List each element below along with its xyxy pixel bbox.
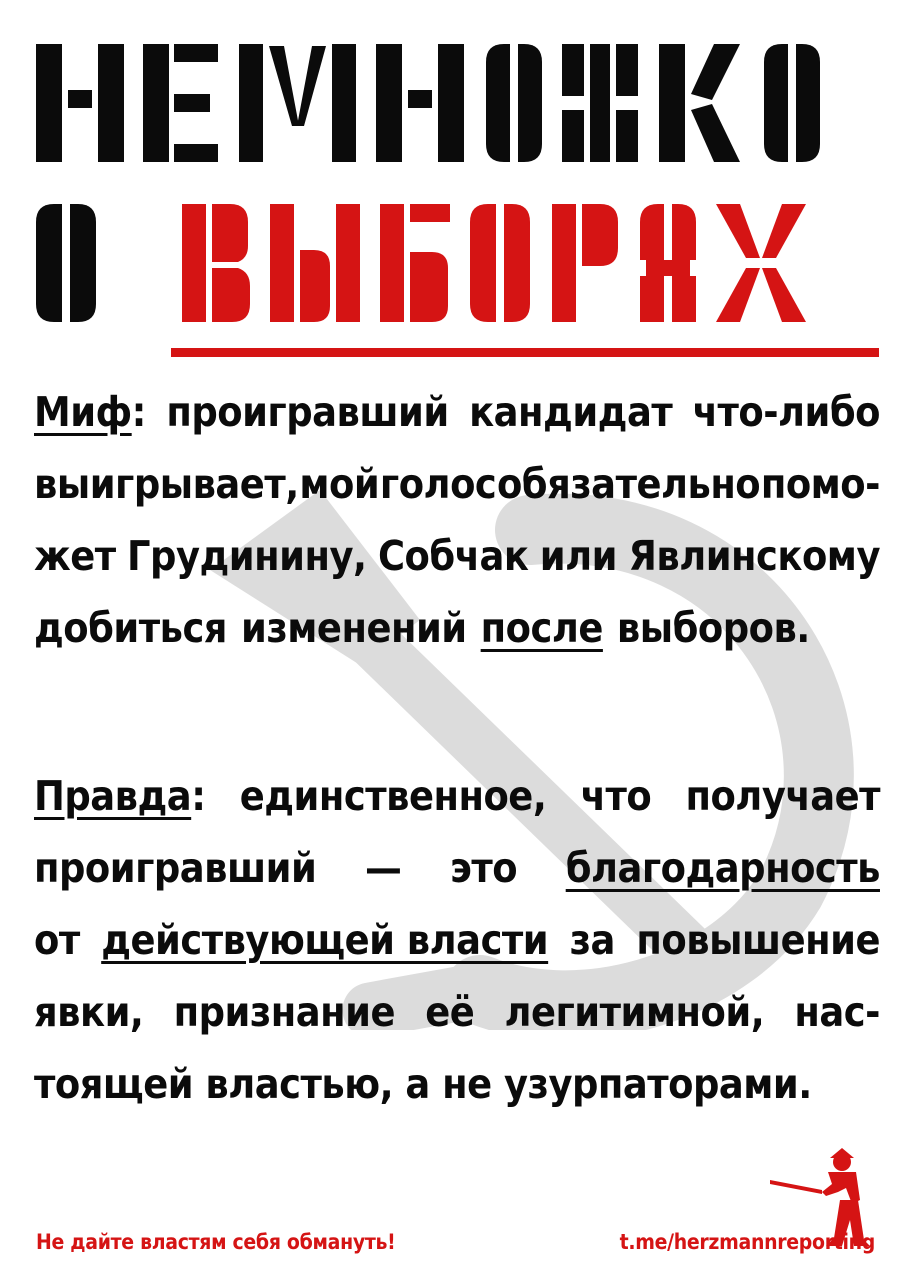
truth-word: получает xyxy=(685,772,880,820)
title-line-1 xyxy=(34,40,879,166)
title-letter-o xyxy=(36,204,96,322)
myth-word: выборов. xyxy=(616,604,810,652)
truth-word: нас- xyxy=(794,988,880,1036)
truth-word: что xyxy=(580,772,652,820)
myth-colon: : xyxy=(131,388,146,436)
myth-word: помо- xyxy=(760,460,880,508)
myth-emphasis-after: после xyxy=(480,604,603,652)
truth-dash: — xyxy=(364,844,402,892)
truth-emphasis-gratitude: благодарность xyxy=(565,844,880,892)
myth-label: Миф xyxy=(34,388,132,436)
truth-word: за xyxy=(569,916,615,964)
truth-last-line: тоящей властью, а не узурпаторами. xyxy=(34,1060,812,1108)
truth-word: это xyxy=(450,844,518,892)
myth-word: изменений xyxy=(241,604,467,652)
truth-colon: : xyxy=(191,772,206,820)
footer-slogan: Не дайте властям себя обмануть! xyxy=(36,1230,396,1254)
myth-word: обязательно xyxy=(496,460,761,508)
myth-word: проигравший xyxy=(166,388,449,436)
myth-label-group xyxy=(34,376,146,448)
truth-label-group xyxy=(34,760,205,832)
title-word-vyborakh xyxy=(182,204,806,322)
myth-word: Грудинину, xyxy=(127,532,367,580)
truth-word: её xyxy=(425,988,475,1036)
myth-word: добиться xyxy=(34,604,227,652)
truth-word: единственное, xyxy=(239,772,547,820)
truth-paragraph xyxy=(34,760,880,1120)
myth-word: голос xyxy=(379,460,497,508)
title-word-nemnozhko xyxy=(34,40,879,166)
myth-word: мой xyxy=(299,460,380,508)
truth-word: признание xyxy=(173,988,396,1036)
myth-word: Явлинскому xyxy=(628,532,880,580)
truth-word: от xyxy=(34,916,80,964)
myth-word: Собчак xyxy=(377,532,529,580)
truth-label: Правда xyxy=(34,772,192,820)
truth-word: повышение xyxy=(636,916,880,964)
title-underline xyxy=(171,348,879,357)
myth-paragraph xyxy=(34,376,880,664)
truth-word: явки, xyxy=(34,988,144,1036)
myth-word: что-либо xyxy=(692,388,880,436)
title-word-o-vyborakh xyxy=(34,200,879,326)
footer-channel-link[interactable]: t.me/herzmannreporting xyxy=(619,1230,875,1254)
truth-word: проигравший xyxy=(34,844,317,892)
myth-word: или xyxy=(539,532,618,580)
myth-word: выигрывает, xyxy=(34,460,299,508)
title-line-2 xyxy=(34,200,879,326)
truth-emphasis-current-power: действующей власти xyxy=(101,916,549,964)
myth-word: жет xyxy=(34,532,116,580)
truth-word: легитимной, xyxy=(504,988,765,1036)
myth-word: кандидат xyxy=(469,388,673,436)
